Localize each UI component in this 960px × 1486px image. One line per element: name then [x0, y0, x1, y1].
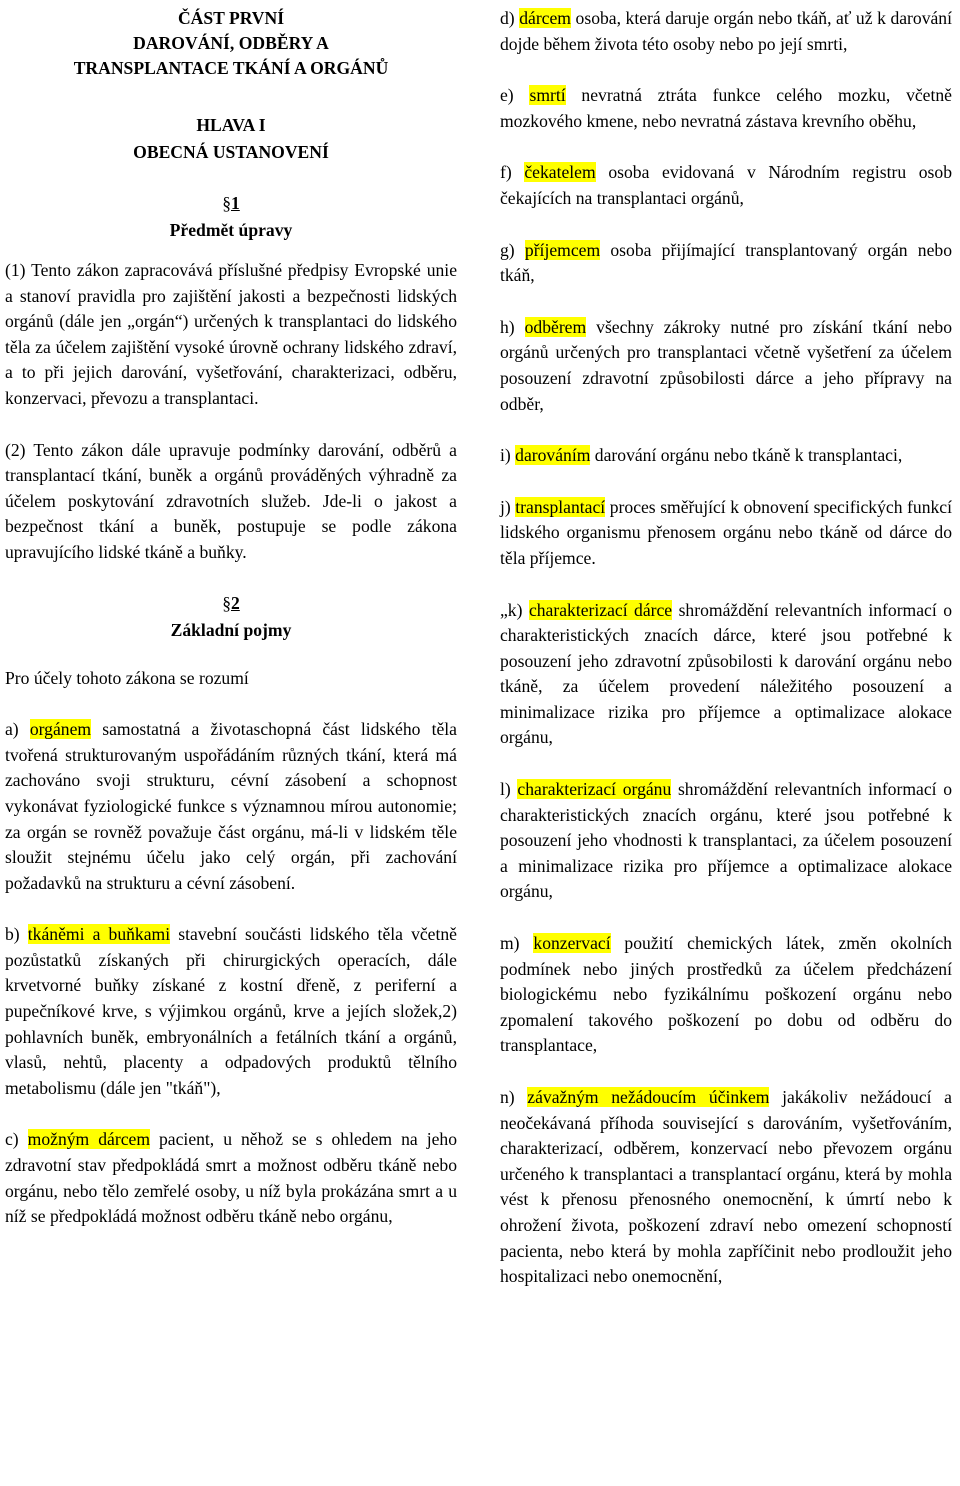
section-1-heading	[5, 190, 457, 244]
definition-e-prefix: e)	[500, 85, 530, 106]
definition-h-term: odběrem	[524, 316, 587, 337]
part-heading	[5, 6, 457, 81]
definition-n-term: závažným nežádoucím účinkem	[527, 1087, 770, 1107]
definition-l-text: shromáždění relevantních informací o charakteristických znacích orgánu, které jsou potřebné k posouzení jeho vhodnosti k transplantaci, za účelem posouzení a minimalizace rizika pro příjemce a optimalizace alokace orgánu,	[500, 779, 952, 902]
head-subtitle: OBECNÁ USTANOVENÍ	[133, 142, 329, 162]
definition-b	[5, 922, 457, 1101]
definition-m-text: použití chemických látek, změn okolních podmínek nebo jiných prostředků za účelem předcházení biologickému nebo fyzikálnímu poškození orgánu nebo zpomalení takového poškození po dobu od odběru do transplantace,	[500, 933, 952, 1056]
definition-k-term: charakterizací dárce	[528, 599, 673, 620]
definition-g-prefix: g)	[500, 239, 525, 260]
definition-i-text: darování orgánu nebo tkáně k transplantaci,	[590, 445, 903, 466]
definition-a	[5, 717, 457, 896]
definition-g-text: osoba přijímající transplantovaný orgán nebo tkáň,	[500, 239, 952, 286]
definition-k	[500, 598, 952, 752]
left-column	[5, 6, 457, 1230]
section-2-intro: Pro účely tohoto zákona se rozumí	[5, 667, 249, 688]
section-2-heading	[5, 590, 457, 644]
part-subtitle-1: DAROVÁNÍ, ODBĚRY A	[133, 33, 329, 53]
definition-j-text: proces směřující k obnovení specifických funkcí lidského organismu přenosem orgánu nebo tkáně od dárce do těla příjemce.	[500, 496, 952, 568]
head-heading	[5, 112, 457, 166]
definition-b-term: tkáněmi a buňkami	[27, 924, 171, 945]
definition-h-text: všechny zákroky nutné pro získání tkání nebo orgánů určených pro transplantaci včetně vyšetření za účelem posouzení zdravotní způsobilosti dárce a jeho přípravy na odběr,	[500, 316, 952, 414]
definition-f-term: čekatelem	[524, 162, 596, 183]
definition-h-prefix: h)	[500, 316, 525, 337]
definition-d-prefix: d)	[500, 8, 520, 28]
definition-f	[500, 160, 952, 211]
definition-g-term: příjemcem	[524, 239, 601, 260]
definition-i-prefix: i)	[500, 445, 516, 466]
definition-n-prefix: n)	[500, 1087, 528, 1107]
definition-e-term: smrtí	[529, 85, 566, 106]
definition-n-text: jakákoliv nežádoucí a neočekávaná příhoda související s darováním, vyšetřováním, charakterizací, odběrem, konzervací nebo převozem orgánu určeného k transplantaci a transplantací orgánu, která by mohla vést k přenosu přenosného onemocnění, k úmrtí nebo k ohrožení života, poškození zdraví nebo omezení schopností pacienta, nebo která by mohla zapříčinit nebo prodloužit jeho hospitalizaci nebo onemocnění,	[500, 1087, 952, 1287]
definition-k-prefix: „k)	[500, 599, 529, 620]
definition-j-prefix: j)	[500, 496, 516, 517]
definition-l-prefix: l)	[500, 779, 518, 800]
definition-f-prefix: f)	[500, 162, 525, 183]
section-1-paragraph-1: (1) Tento zákon zapracovává příslušné předpisy Evropské unie a stanoví pravidla pro zajištění jakosti a bezpečnosti lidských orgánů (dále jen „orgán“) určených k transplantaci do lidského těla za účelem zajištění vysoké úrovně ochrany lidského zdraví, a to při jejich darování, vyšetřování, charakterizaci, odběru, konzervaci, převozu a transplantaci.	[5, 260, 457, 408]
definition-h	[500, 315, 952, 417]
definition-j	[500, 495, 952, 572]
definition-d	[500, 6, 952, 57]
definition-g	[500, 238, 952, 289]
definition-k-text: shromáždění relevantních informací o charakteristických znacích dárce, které jsou potřebné k posouzení jeho zdravotní způsobilosti k darování orgánu nebo tkáně, za účelem provedení náležitého posouzení a minimalizace rizika pro příjemce a optimalizace alokace orgánu,	[500, 599, 952, 748]
section-sign-1: §	[222, 193, 231, 213]
definition-m-prefix: m)	[500, 933, 534, 954]
definition-c-text: pacient, u něhož se s ohledem na jeho zdravotní stav předpokládá smrt a možnost odběru tkáně nebo orgánu, nebo tělo zemřelé osoby, u níž byla prokázána smrt a u níž se předpokládá možnost odběru tkáně nebo orgánu,	[5, 1129, 457, 1227]
part-title: ČÁST PRVNÍ	[177, 8, 285, 28]
definition-l	[500, 777, 952, 905]
definition-j-term: transplantací	[515, 496, 606, 517]
definition-b-prefix: b)	[5, 924, 28, 945]
definition-f-text: osoba evidovaná v Národním registru osob čekajících na transplantaci orgánů,	[500, 162, 952, 208]
definition-i	[500, 443, 952, 469]
section-2-title: Základní pojmy	[170, 619, 292, 640]
definition-d-text: osoba, která daruje orgán nebo tkáň, ať už k darování dojde během života této osoby nebo po její smrti,	[500, 8, 952, 54]
section-1-paragraph-2: (2) Tento zákon dále upravuje podmínky darování, odběrů a transplantací tkání, buněk a orgánů prováděných výhradně za účelem poskytování zdravotních služeb. Jde-li o jakost a bezpečnost tkání a buněk, postupuje se podle zákona upravujícího lidské tkáně a buňky.	[5, 439, 457, 562]
definition-m	[500, 931, 952, 1059]
definition-b-text: stavební součásti lidského těla včetně pozůstatků získaných při chirurgických operacích, dále krvetvorné buňky získané z kostní dřeně, z periferní a pupečníkové krve, s výjimkou orgánů, krve a jejích složek,2) pohlavních buněk, embryonálních a fetálních tkání a orgánů, vlasů, nehtů, placenty a odpadových produktů tělního metabolismu (dále jen "tkáň"),	[5, 924, 457, 1098]
definition-l-term: charakterizací orgánu	[517, 779, 672, 800]
definition-i-term: darováním	[515, 445, 591, 466]
part-subtitle-2: TRANSPLANTACE TKÁNÍ A ORGÁNŮ	[73, 58, 389, 78]
definition-a-term: orgánem	[29, 719, 92, 740]
definition-a-prefix: a)	[5, 719, 30, 740]
definition-e	[500, 83, 952, 134]
definition-a-text: samostatná a životaschopná část lidského těla tvořená strukturovaným uspořádáním různých tkání, která má zachováno svoji strukturu, cévní zásobení a schopnost vykonávat fyziologické funkce s významnou mírou autonomie; za orgán se rovněž považuje část orgánu, má-li v lidském těle sloužit stejnému účelu jako celý orgán, při zachování požadavků na strukturu a cévní zásobení.	[5, 719, 457, 893]
definition-e-text: nevratná ztráta funkce celého mozku, včetně mozkového kmene, nebo nevratná zástava krevního oběhu,	[500, 85, 952, 131]
definition-c-term: možným dárcem	[27, 1129, 151, 1150]
definition-c	[5, 1127, 457, 1229]
definition-d-term: dárcem	[519, 8, 571, 28]
definition-n	[500, 1085, 952, 1290]
section-1-title: Předmět úpravy	[169, 220, 293, 240]
section-1-number: 1	[231, 193, 240, 213]
section-2-number: 2	[231, 592, 240, 613]
head-title: HLAVA I	[196, 115, 266, 135]
definition-c-prefix: c)	[5, 1129, 28, 1150]
definition-m-term: konzervací	[533, 933, 611, 954]
section-sign-2: §	[222, 592, 231, 613]
right-column	[500, 6, 952, 1290]
